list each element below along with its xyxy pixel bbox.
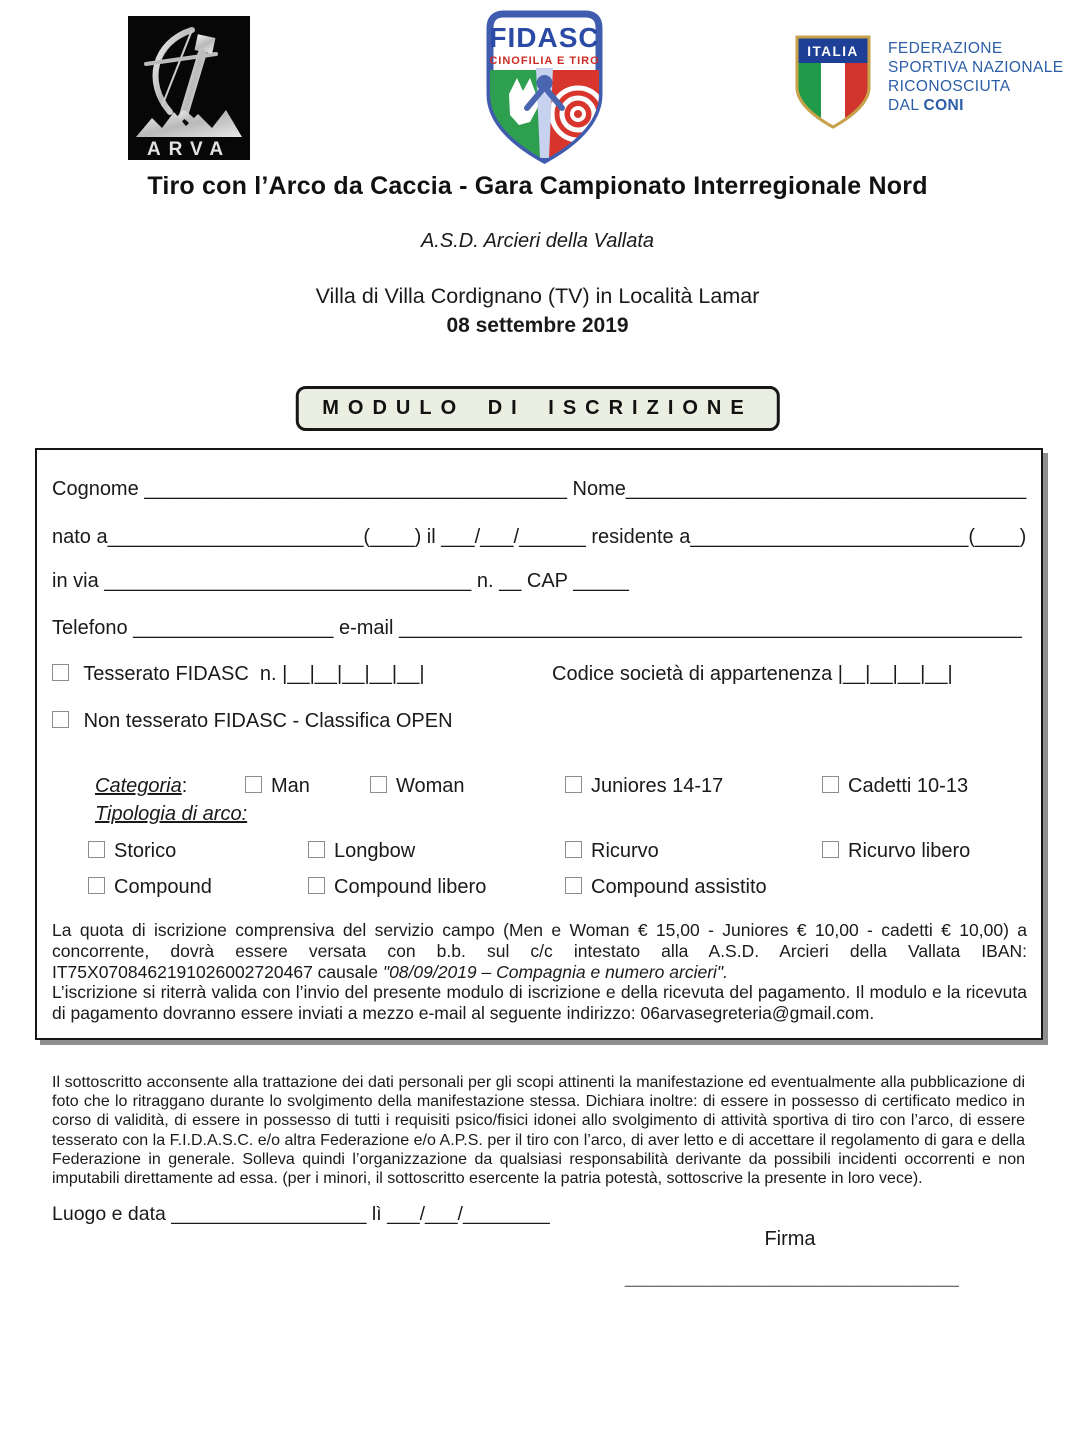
option-woman: Woman — [370, 775, 465, 798]
coni-text — [888, 33, 1063, 115]
codice-societa-label: Codice società di appartenenza |__|__|__|__| — [552, 663, 953, 685]
checkbox-juniores[interactable] — [565, 776, 582, 793]
option-longbow: Longbow — [308, 840, 415, 863]
quota-paragraph — [52, 920, 1027, 1024]
checkbox-compound-assistito[interactable] — [565, 877, 582, 894]
page-title: Tiro con l’Arco da Caccia - Gara Campionato Interregionale Nord — [147, 172, 928, 200]
fidasc-shield-icon — [479, 8, 610, 168]
coni-text-line: SPORTIVA NAZIONALE — [888, 59, 1064, 76]
cognome-nome-fields: Cognome ______________________________________ Nome____________________________________ — [52, 478, 1027, 500]
option-storico: Storico — [88, 840, 176, 863]
checkbox-ricurvo-libero[interactable] — [822, 841, 839, 858]
venue: Villa di Villa Cordignano (TV) in Località Lamar — [315, 284, 760, 308]
checkbox-compound[interactable] — [88, 877, 105, 894]
field-line-nato — [52, 526, 1026, 549]
via-cap-fields: in via _________________________________ n. __ CAP _____ — [52, 570, 629, 592]
row-arco-2 — [88, 876, 1026, 902]
coni-logo — [793, 33, 1063, 133]
arva-logo — [128, 16, 250, 165]
coni-bold: CONI — [923, 97, 964, 114]
checkbox-storico[interactable] — [88, 841, 105, 858]
causale-italic: "08/09/2019 – Compagnia e numero arcieri". — [382, 961, 728, 982]
arva-archer-icon — [128, 16, 250, 160]
registration-box — [35, 448, 1043, 1040]
coni-text-line: FEDERAZIONE — [888, 40, 1003, 57]
firma-label: Firma — [764, 1228, 816, 1250]
row-tesserato — [52, 663, 1026, 686]
coni-text-line: DAL CONI — [888, 97, 964, 114]
checkbox-woman[interactable] — [370, 776, 387, 793]
event-date: 08 settembre 2019 — [446, 314, 629, 337]
checkbox-ricurvo[interactable] — [565, 841, 582, 858]
checkbox-longbow[interactable] — [308, 841, 325, 858]
coni-shield-icon — [793, 33, 873, 133]
coni-text-line: RICONOSCIUTA — [888, 78, 1011, 95]
categoria-heading: Categoria: — [95, 775, 188, 797]
row-categoria — [95, 775, 1026, 801]
fidasc-subtitle: CINOFILIA E TIRO — [489, 55, 600, 67]
option-compound-assistito: Compound assistito — [565, 876, 767, 899]
fidasc-title: FIDASC — [489, 22, 600, 53]
option-ricurvo: Ricurvo — [565, 840, 659, 863]
fidasc-logo — [479, 8, 610, 173]
option-man: Man — [245, 775, 310, 798]
form-badge: MODULO DI ISCRIZIONE — [295, 386, 779, 431]
field-line-telefono — [52, 617, 1026, 640]
row-non-tesserato — [52, 710, 1026, 733]
arva-label: ARVA — [146, 139, 232, 160]
checkbox-tesserato[interactable] — [52, 664, 69, 681]
tesserato-label: Tesserato FIDASC n. |__|__|__|__|__| — [83, 663, 425, 685]
nato-residente-fields: nato a_______________________(____) il ___/___/______ residente a_________________________(____) — [52, 526, 1027, 548]
checkbox-cadetti[interactable] — [822, 776, 839, 793]
quota-text-2: L’iscrizione si riterrà valida con l’invio del presente modulo di iscrizione e della ricevuta del pagamento. Il modulo e la ricevuta di pagamento dovranno essere inviati a mezzo e-mail al seguente indirizzo: 06arvasegreteria@gmail.com. — [52, 982, 1027, 1024]
checkbox-non-tesserato[interactable] — [52, 711, 69, 728]
non-tesserato-label: Non tesserato FIDASC - Classifica OPEN — [83, 710, 453, 732]
option-compound: Compound — [88, 876, 212, 899]
quota-text-1: La quota di iscrizione comprensiva del servizio campo (Men e Woman € 15,00 - Juniores € 10,00 - cadetti € 10,00) a concorrente, dovrà essere versata con b.b. sul c/c intestato alla A.S.D. Arcieri della Vallata IBAN: IT75X0708462191026002720467 causale "08/09/2019 – Compagnia e numero arcieri". — [52, 920, 1027, 982]
tipologia-heading: Tipologia di arco: — [95, 803, 248, 825]
option-juniores: Juniores 14-17 — [565, 775, 723, 798]
field-line-via — [52, 570, 1026, 593]
checkbox-compound-libero[interactable] — [308, 877, 325, 894]
checkbox-man[interactable] — [245, 776, 262, 793]
privacy-disclaimer: Il sottoscritto acconsente alla trattazione dei dati personali per gli scopi attinenti la manifestazione ed eventualmente alla pubblicazione di foto che lo ritraggano durante lo svolgimento della manifestazione stessa. Dichiara inoltre: di essere in possesso di certificato medico in corso di validità, di essere in possesso di tutti i requisiti psico/fisici idonei allo svolgimento di attività sportiva di tiro con l’arco, di essere tesserato con la F.I.D.A.S.C. e/o altra Federazione e/o A.P.S. per il tiro con l’arco, di aver letto e di accettare il regolamento di gara e della Federazione in generale. Solleva quindi l’organizzazione da qualsiasi responsabilità derivante da possibili incidenti occorrenti e non imputabili direttamente ad essa. (per i minori, il sottoscritto esercente la patria potestà, sottoscrive la presente in loro vece). — [52, 1074, 1025, 1188]
organizer: A.S.D. Arcieri della Vallata — [420, 230, 655, 252]
coni-shield-label: ITALIA — [807, 44, 859, 59]
field-line-cognome-nome — [52, 478, 1026, 501]
option-cadetti: Cadetti 10-13 — [822, 775, 968, 798]
luogo-data-line: Luogo e data __________________ lì ___/___/________ — [52, 1203, 550, 1225]
row-arco-1 — [88, 840, 1026, 866]
option-ricurvo-libero: Ricurvo libero — [822, 840, 970, 863]
signature-line: ______________________________ — [625, 1266, 959, 1288]
option-compound-libero: Compound libero — [308, 876, 486, 899]
telefono-email-fields: Telefono __________________ e-mail ________________________________________________________ — [52, 617, 1022, 639]
